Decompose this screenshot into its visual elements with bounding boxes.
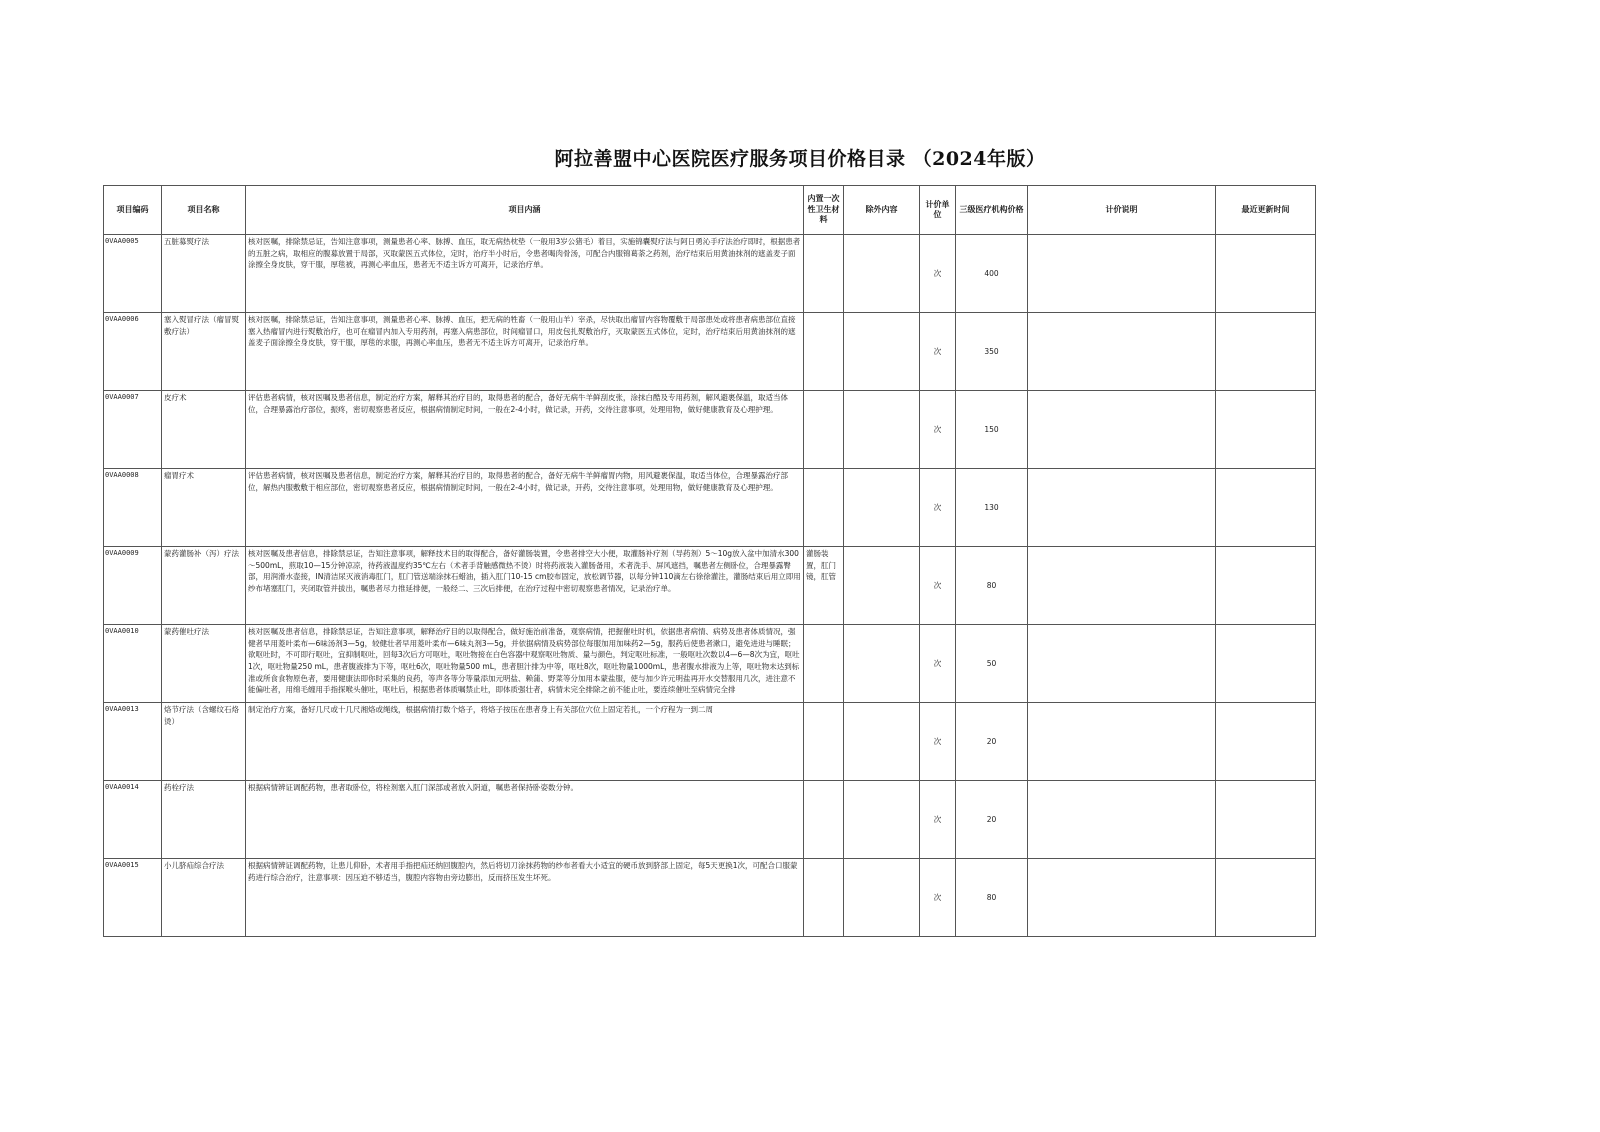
cell-updated <box>1216 313 1316 391</box>
cell-note <box>1028 625 1216 703</box>
cell-unit: 次 <box>920 781 956 859</box>
cell-code: 0VAA0008 <box>104 469 162 547</box>
header-updated: 最近更新时间 <box>1216 186 1316 235</box>
cell-consumables <box>804 781 844 859</box>
cell-content: 评估患者病情，核对医嘱及患者信息，制定治疗方案，解释其治疗目的，取得患者的配合，备好无病牛羊鲜瘤胃内物，用风避裹保温，取适当体位，合理暴露治疗部位，解热内服敷敷于相应部位，密切观察患者反应，根据病情制定时间，一般在2-4小时，做记录，开药，交待注意事项，处理用物，做好健康教育及心理护理。 <box>246 469 804 547</box>
cell-consumables <box>804 391 844 469</box>
cell-consumables <box>804 469 844 547</box>
cell-content: 根据病情辨证调配药物，患者取卧位，将栓剂塞入肛门深部或者放入阴道，嘱患者保持卧姿数分钟。 <box>246 781 804 859</box>
cell-price: 80 <box>956 547 1028 625</box>
cell-unit: 次 <box>920 625 956 703</box>
cell-updated <box>1216 547 1316 625</box>
cell-note <box>1028 703 1216 781</box>
cell-note <box>1028 781 1216 859</box>
cell-updated <box>1216 469 1316 547</box>
cell-name: 皮疗术 <box>162 391 246 469</box>
cell-excluded <box>844 859 920 937</box>
cell-code: 0VAA0005 <box>104 235 162 313</box>
cell-excluded <box>844 235 920 313</box>
cell-code: 0VAA0010 <box>104 625 162 703</box>
cell-code: 0VAA0009 <box>104 547 162 625</box>
cell-updated <box>1216 391 1316 469</box>
cell-content: 根据病情辨证调配药物，让患儿仰卧，术者用手指把疝还纳回腹腔内，然后将切刀涂抹药物的纱布者看大小适宜的硬币放到脐部上固定，每5天更换1次，可配合口服蒙药进行综合治疗，注意事项：因压迫不够适当，腹腔内容物由旁边膨出，反而挤压发生坏死。 <box>246 859 804 937</box>
header-excluded: 除外内容 <box>844 186 920 235</box>
cell-code: 0VAA0013 <box>104 703 162 781</box>
cell-price: 80 <box>956 859 1028 937</box>
cell-excluded <box>844 391 920 469</box>
table-row <box>104 469 1316 547</box>
cell-name: 塞入熨冒疗法（瘤冒熨敷疗法） <box>162 313 246 391</box>
cell-code: 0VAA0015 <box>104 859 162 937</box>
cell-consumables <box>804 313 844 391</box>
cell-updated <box>1216 625 1316 703</box>
cell-unit: 次 <box>920 235 956 313</box>
table-row <box>104 859 1316 937</box>
cell-excluded <box>844 703 920 781</box>
cell-unit: 次 <box>920 469 956 547</box>
cell-note <box>1028 469 1216 547</box>
header-name: 项目名称 <box>162 186 246 235</box>
cell-excluded <box>844 313 920 391</box>
cell-updated <box>1216 703 1316 781</box>
cell-name: 蒙药催吐疗法 <box>162 625 246 703</box>
cell-note <box>1028 547 1216 625</box>
cell-content: 核对医嘱，排除禁忌证，告知注意事项，测量患者心率、脉搏、血压，取无病热枕垫（一般用3岁公猪毛）着目，实施锦囊熨疗法与阿日勇沁手疗法治疗即时，根据患者的五脏之病，取相应的腹募放置于局部，灭取蒙医五式体位，定时，治疗半小时后，令患者喝肉骨汤，可配合内服锦葛荼之药剂，治疗结束后用黄油抹剂的遮盖麦子面涂擦全身皮肤，穿干服，厚毯被，再测心率血压，患者无不适主诉方可离开，记录治疗单。 <box>246 235 804 313</box>
cell-price: 400 <box>956 235 1028 313</box>
document-title: 阿拉善盟中心医院医疗服务项目价格目录 （2024年版） <box>554 148 1046 170</box>
header-content: 项目内涵 <box>246 186 804 235</box>
cell-excluded <box>844 547 920 625</box>
table-row <box>104 235 1316 313</box>
cell-code: 0VAA0006 <box>104 313 162 391</box>
cell-consumables <box>804 859 844 937</box>
cell-name: 蒙药灌肠补（泻）疗法 <box>162 547 246 625</box>
table-header-row <box>104 186 1316 235</box>
cell-unit: 次 <box>920 313 956 391</box>
cell-code: 0VAA0014 <box>104 781 162 859</box>
table-row <box>104 547 1316 625</box>
cell-note <box>1028 313 1216 391</box>
cell-content: 核对医嘱及患者信息，排除禁忌证，告知注意事项，解释技术目的取得配合，备好灌肠装置，令患者排空大小便，取灌肠补疗剂（导药剂）5～10g放入盆中加清水300～500mL，煎取10—15分钟凉凉，待药液温度约35℃左右（术者手背触感微热不烫）时将药液装入灌肠备用，术者洗手、屏风遮挡，嘱患者左侧卧位，合理暴露臀部，用润滑水壶接，IN清洁尿灭液消毒肛门，肛门管送端涂抹石蜡油，插入肛门10-15 cm胶布固定，放松调节器，以每分钟110滴左右徐徐灌注，灌肠结束后用立即用纱布堵塞肛门，夹闭取管并拔出，嘱患者尽力推延排便，一般经二、三次后排便，在治疗过程中密切观察患者情况，记录治疗单。 <box>246 547 804 625</box>
header-consumables: 内置一次性卫生材料 <box>804 186 844 235</box>
cell-content: 核对医嘱及患者信息，排除禁忌证，告知注意事项，解释治疗目的以取得配合，做好施治前准备，观察病情，把握催吐时机，依据患者病情、病势及患者体质情况，强健者早用菱叶柔布—6味汤剂3—5g，较健壮者早用菱叶柔布—6味丸剂3—5g，并依据病情及病势部位每服加用加味药2—5g，服药后使患者漱口，避免进进与睡眠；欲呕吐时，不可即行呕吐，宜抑制呕吐，回每3次后方可呕吐，呕吐物接在白色容器中观察呕吐物质、量与颜色，判定呕吐标准，一般呕吐次数以4—6—8次为宜，呕吐1次，呕吐物量250 mL，患者腹液排为下等，呕吐6次，呕吐物量500 mL，患者胆汁排为中等，呕吐8次，呕吐物量1000mL，患者腹水排液为上等，呕吐物未达到标准或所食食物原色者，要用健康法即你时采集的良药，等声各等分等量添加元明盐、赖蒲、野菜等分加用本蒙盐服，使与加少许元明盐再开水交替服用几次，进注意不能偏吐者，用绵毛缠用手指探喉头催吐，呕吐后，根据患者体质嘱禁止吐，即体质强壮者，病情未完全排除之前不能止吐，要连续催吐至病情完全排 <box>246 625 804 703</box>
cell-name: 药栓疗法 <box>162 781 246 859</box>
cell-price: 150 <box>956 391 1028 469</box>
cell-content: 核对医嘱，排除禁忌证，告知注意事项，测量患者心率、脉搏、血压，把无病的牲畜（一般用山羊）宰杀，尽快取出瘤冒内容物覆敷于局部患处或将患者病患部位直接塞入热瘤冒内进行熨敷治疗，也可在瘤冒内加入专用药剂，再塞入病患部位，时间瘤冒口，用皮包扎熨敷治疗，灭取蒙医五式体位，定时，治疗结束后用黄油抹剂的遮盖麦子面涂擦全身皮肤，穿干服，厚毯的求服，再测心率血压，患者无不适主诉方可离开，记录治疗单。 <box>246 313 804 391</box>
cell-unit: 次 <box>920 391 956 469</box>
cell-consumables <box>804 235 844 313</box>
table-row <box>104 625 1316 703</box>
cell-updated <box>1216 859 1316 937</box>
table-row <box>104 313 1316 391</box>
cell-price: 350 <box>956 313 1028 391</box>
price-catalog-table <box>103 185 1316 937</box>
header-code: 项目编码 <box>104 186 162 235</box>
cell-excluded <box>844 469 920 547</box>
cell-excluded <box>844 625 920 703</box>
table-row <box>104 703 1316 781</box>
cell-consumables: 灌肠装置，肛门镜，肛管 <box>804 547 844 625</box>
cell-code: 0VAA0007 <box>104 391 162 469</box>
cell-content: 制定治疗方案，备好几尺或十几尺湘烙或绳线，根据病情打数个烙子，将烙子按压在患者身上有关部位穴位上固定若扎，一个疗程为一到二周 <box>246 703 804 781</box>
cell-price: 130 <box>956 469 1028 547</box>
cell-unit: 次 <box>920 547 956 625</box>
cell-price: 20 <box>956 781 1028 859</box>
header-note: 计价说明 <box>1028 186 1216 235</box>
cell-consumables <box>804 625 844 703</box>
cell-name: 瘤胃疗术 <box>162 469 246 547</box>
cell-updated <box>1216 235 1316 313</box>
header-price: 三级医疗机构价格 <box>956 186 1028 235</box>
table-row <box>104 391 1316 469</box>
cell-name: 烙节疗法（含螺纹石烙烫） <box>162 703 246 781</box>
cell-name: 小儿脐疝综合疗法 <box>162 859 246 937</box>
cell-updated <box>1216 781 1316 859</box>
header-unit: 计价单位 <box>920 186 956 235</box>
cell-unit: 次 <box>920 703 956 781</box>
cell-note <box>1028 859 1216 937</box>
cell-excluded <box>844 781 920 859</box>
cell-name: 五脏募熨疗法 <box>162 235 246 313</box>
cell-price: 20 <box>956 703 1028 781</box>
cell-note <box>1028 235 1216 313</box>
table-row <box>104 781 1316 859</box>
cell-note <box>1028 391 1216 469</box>
cell-unit: 次 <box>920 859 956 937</box>
cell-content: 评估患者病情，核对医嘱及患者信息，制定治疗方案，解释其治疗目的，取得患者的配合，备好无病牛羊鲜刮皮张，涂抹白酷及专用药剂，解风避裹保温，取适当体位，合理暴露治疗部位，振疼，密切观察患者反应，根据病情制定时间，一般在2-4小时，做记录，开药，交待注意事项，处理用物，做好健康教育及心理护理。 <box>246 391 804 469</box>
cell-consumables <box>804 703 844 781</box>
cell-price: 50 <box>956 625 1028 703</box>
